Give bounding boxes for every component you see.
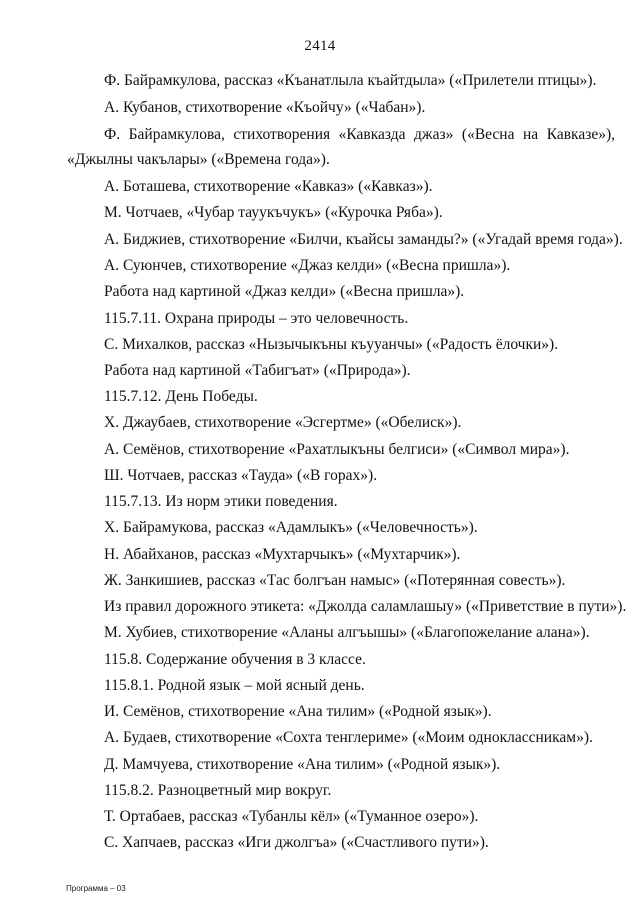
text-line: Т. Ортабаев, рассказ «Тубанлы кёл» («Туманное озеро»). [104,808,479,825]
section-heading: 115.7.12. День Победы. [104,388,258,405]
text-line: А. Кубанов, стихотворение «Къойчу» («Чабан»). [104,99,426,116]
text-line: А. Биджиев, стихотворение «Билчи, къайсы заманды?» («Угадай время года»). [104,231,623,248]
section-heading: 115.7.13. Из норм этики поведения. [104,493,338,510]
text-line: Работа над картиной «Джаз келди» («Весна пришла»). [104,283,465,300]
text-line: Ф. Байрамкулова, стихотворения «Кавказда джаз» («Весна на Кавказе»), [104,126,615,143]
text-line: Х. Джаубаев, стихотворение «Эсгертме» («Обелиск»). [104,414,462,431]
section-heading: 115.8. Содержание обучения в 3 классе. [104,651,366,668]
text-line: Ф. Байрамкулова, рассказ «Къанатлыла къайтдыла» («Прилетели птицы»). [104,72,597,89]
text-line: А. Боташева, стихотворение «Кавказ» («Кавказ»). [104,178,433,195]
text-line: Д. Мамчуева, стихотворение «Ана тилим» («Родной язык»). [104,756,501,773]
text-line: А. Будаев, стихотворение «Сохта тенглериме» («Моим одноклассникам»). [104,729,593,746]
section-heading: 115.8.2. Разноцветный мир вокруг. [104,782,332,799]
text-line: С. Михалков, рассказ «Нызычыкъны къууанчы» («Радость ёлочки»). [104,336,559,353]
text-line: М. Хубиев, стихотворение «Аланы алгъышы» («Благопожелание алана»). [104,624,590,641]
text-line: Х. Байрамукова, рассказ «Адамлыкъ» («Человечность»). [104,519,478,536]
text-line: А. Семёнов, стихотворение «Рахатлыкъны белгиси» («Символ мира»). [104,441,570,458]
footer-program-label: Программа – 03 [66,884,126,893]
text-line: М. Чотчаев, «Чубар тауукъчукъ» («Курочка Ряба»). [104,204,443,221]
text-line: Из правил дорожного этикета: «Джолда саламлашыу» («Приветствие в пути»). [104,598,627,615]
text-line: Работа над картиной «Табигъат» («Природа»). [104,362,411,379]
text-line: Ш. Чотчаев, рассказ «Тауда» («В горах»). [104,467,378,484]
section-heading: 115.7.11. Охрана природы – это человечность. [104,310,409,327]
text-line: Ж. Занкишиев, рассказ «Тас болгъан намыс» («Потерянная совесть»). [104,572,566,589]
section-heading: 115.8.1. Родной язык – мой ясный день. [104,677,365,694]
text-line: «Джылны чакълары» («Времена года»). [67,151,330,168]
text-line: Н. Абайханов, рассказ «Мухтарчыкъ» («Мухтарчик»). [104,546,461,563]
text-line: И. Семёнов, стихотворение «Ана тилим» («Родной язык»). [104,703,492,720]
text-line: С. Хапчаев, рассказ «Иги джолгъа» («Счастливого пути»). [104,834,489,851]
text-line: А. Суюнчев, стихотворение «Джаз келди» («Весна пришла»). [104,257,511,274]
page-number: 2414 [304,38,336,54]
